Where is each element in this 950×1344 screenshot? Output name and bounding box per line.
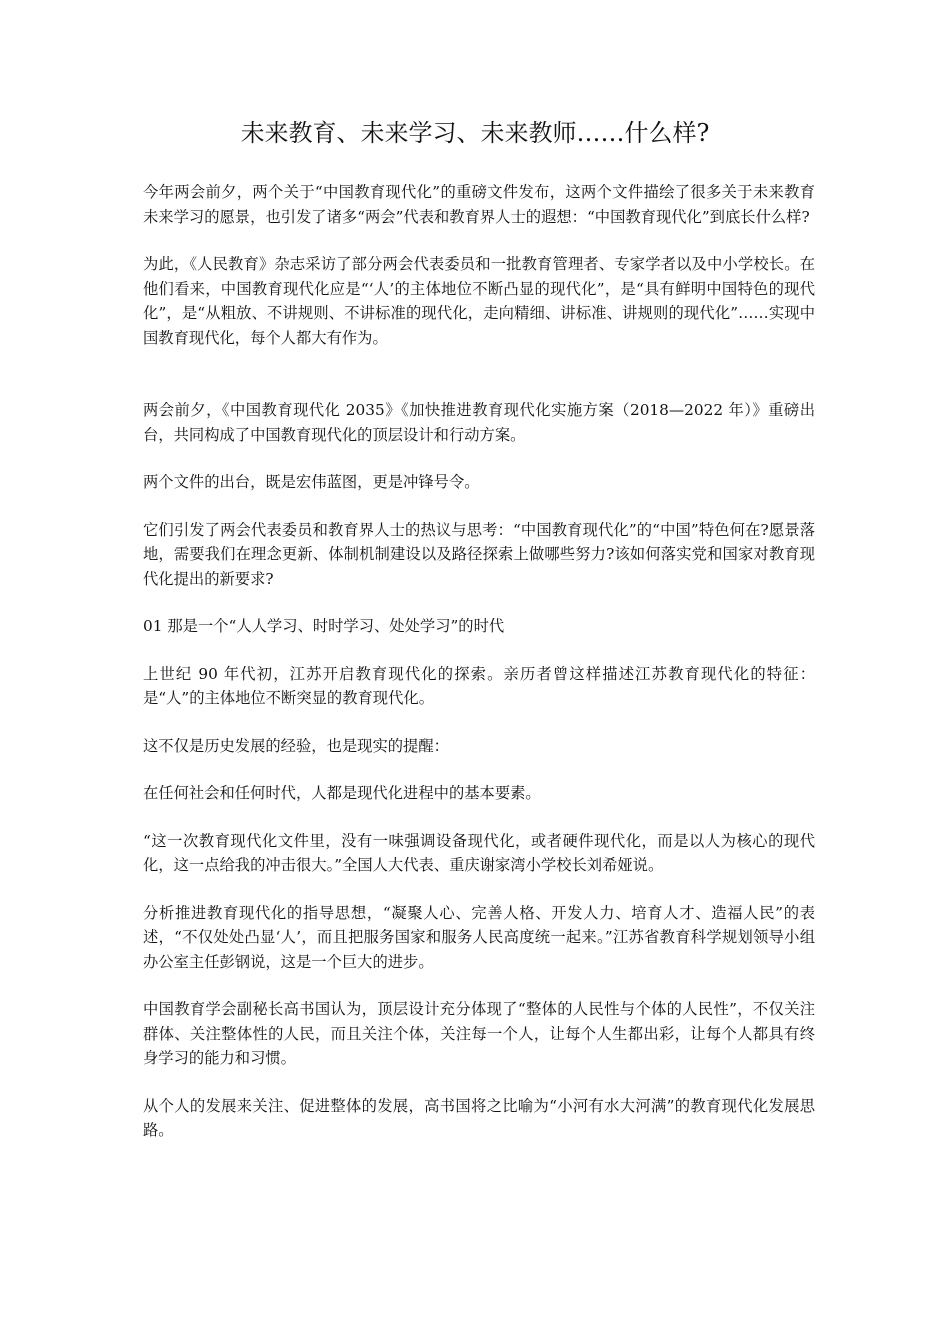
paragraph: 这不仅是历史发展的经验，也是现实的提醒： (143, 736, 449, 755)
paragraph: 两个文件的出台，既是宏伟蓝图，更是冲锋号令。 (143, 473, 480, 491)
paragraph: 今年两会前夕，两个关于“中国教育现代化”的重磅文件发布，这两个文件描绘了很多关于未来教育未来学习的愿景，也引发了诸多“两会”代表和教育界人士的遐想：“中国教育现代化”到底长什么样? (143, 183, 815, 226)
paragraph: 为此，《人民教育》杂志采访了部分两会代表委员和一批教育管理者、专家学者以及中小学校长。在他们看来，中国教育现代化应是“‘人’的主体地位不断凸显的现代化”，是“具有鲜明中国特色的现代化”，是“从粗放、不讲规则、不讲标准的现代化，走向精细、讲标准、讲规则的现代化”……实现中国教育现代化，每个人都大有作为。 (143, 255, 815, 347)
document-body (143, 180, 815, 1143)
paragraph: 上世纪 90 年代初，江苏开启教育现代化的探索。亲历者曾这样描述江苏教育现代化的特征：是“人”的主体地位不断突显的教育现代化。 (143, 664, 815, 707)
document-title: 未来教育、未来学习、未来教师……什么样? (240, 119, 710, 147)
paragraph: 分析推进教育现代化的指导思想，“凝聚人心、完善人格、开发人力、培育人才、造福人民”的表述，“不仅处处凸显‘人’，而且把服务国家和服务人民高度统一起来。”江苏省教育科学规划领导小组办公室主任彭钢说，这是一个巨大的进步。 (143, 903, 815, 971)
paragraph: 在任何社会和任何时代，人都是现代化进程中的基本要素。 (143, 784, 541, 802)
paragraph: 从个人的发展来关注、促进整体的发展，高书国将之比喻为“小河有水大河满”的教育现代化发展思路。 (143, 1096, 815, 1139)
paragraph: 两会前夕，《中国教育现代化 2035》《加快推进教育现代化实施方案（2018—2022 年）》重磅出台，共同构成了中国教育现代化的顶层设计和行动方案。 (143, 401, 815, 444)
paragraph: “这一次教育现代化文件里，没有一味强调设备现代化，或者硬件现代化，而是以人为核心的现代化，这一点给我的冲击很大。”全国人大代表、重庆谢家湾小学校长刘希娅说。 (143, 831, 815, 874)
paragraph: 中国教育学会副秘长高书国认为，顶层设计充分体现了“整体的人民性与个体的人民性”，不仅关注群体、关注整体性的人民，而且关注个体，关注每一个人，让每个人生都出彩，让每个人都具有终身学习的能力和习惯。 (143, 1000, 815, 1067)
paragraph: 它们引发了两会代表委员和教育界人士的热议与思考：“中国教育现代化”的“中国”特色何在?愿景落地，需要我们在理念更新、体制机制建设以及路径探索上做哪些努力?该如何落实党和国家对教育现代化提出的新要求? (143, 520, 815, 588)
section-heading: 01 那是一个“人人学习、时时学习、处处学习”的时代 (143, 617, 505, 635)
